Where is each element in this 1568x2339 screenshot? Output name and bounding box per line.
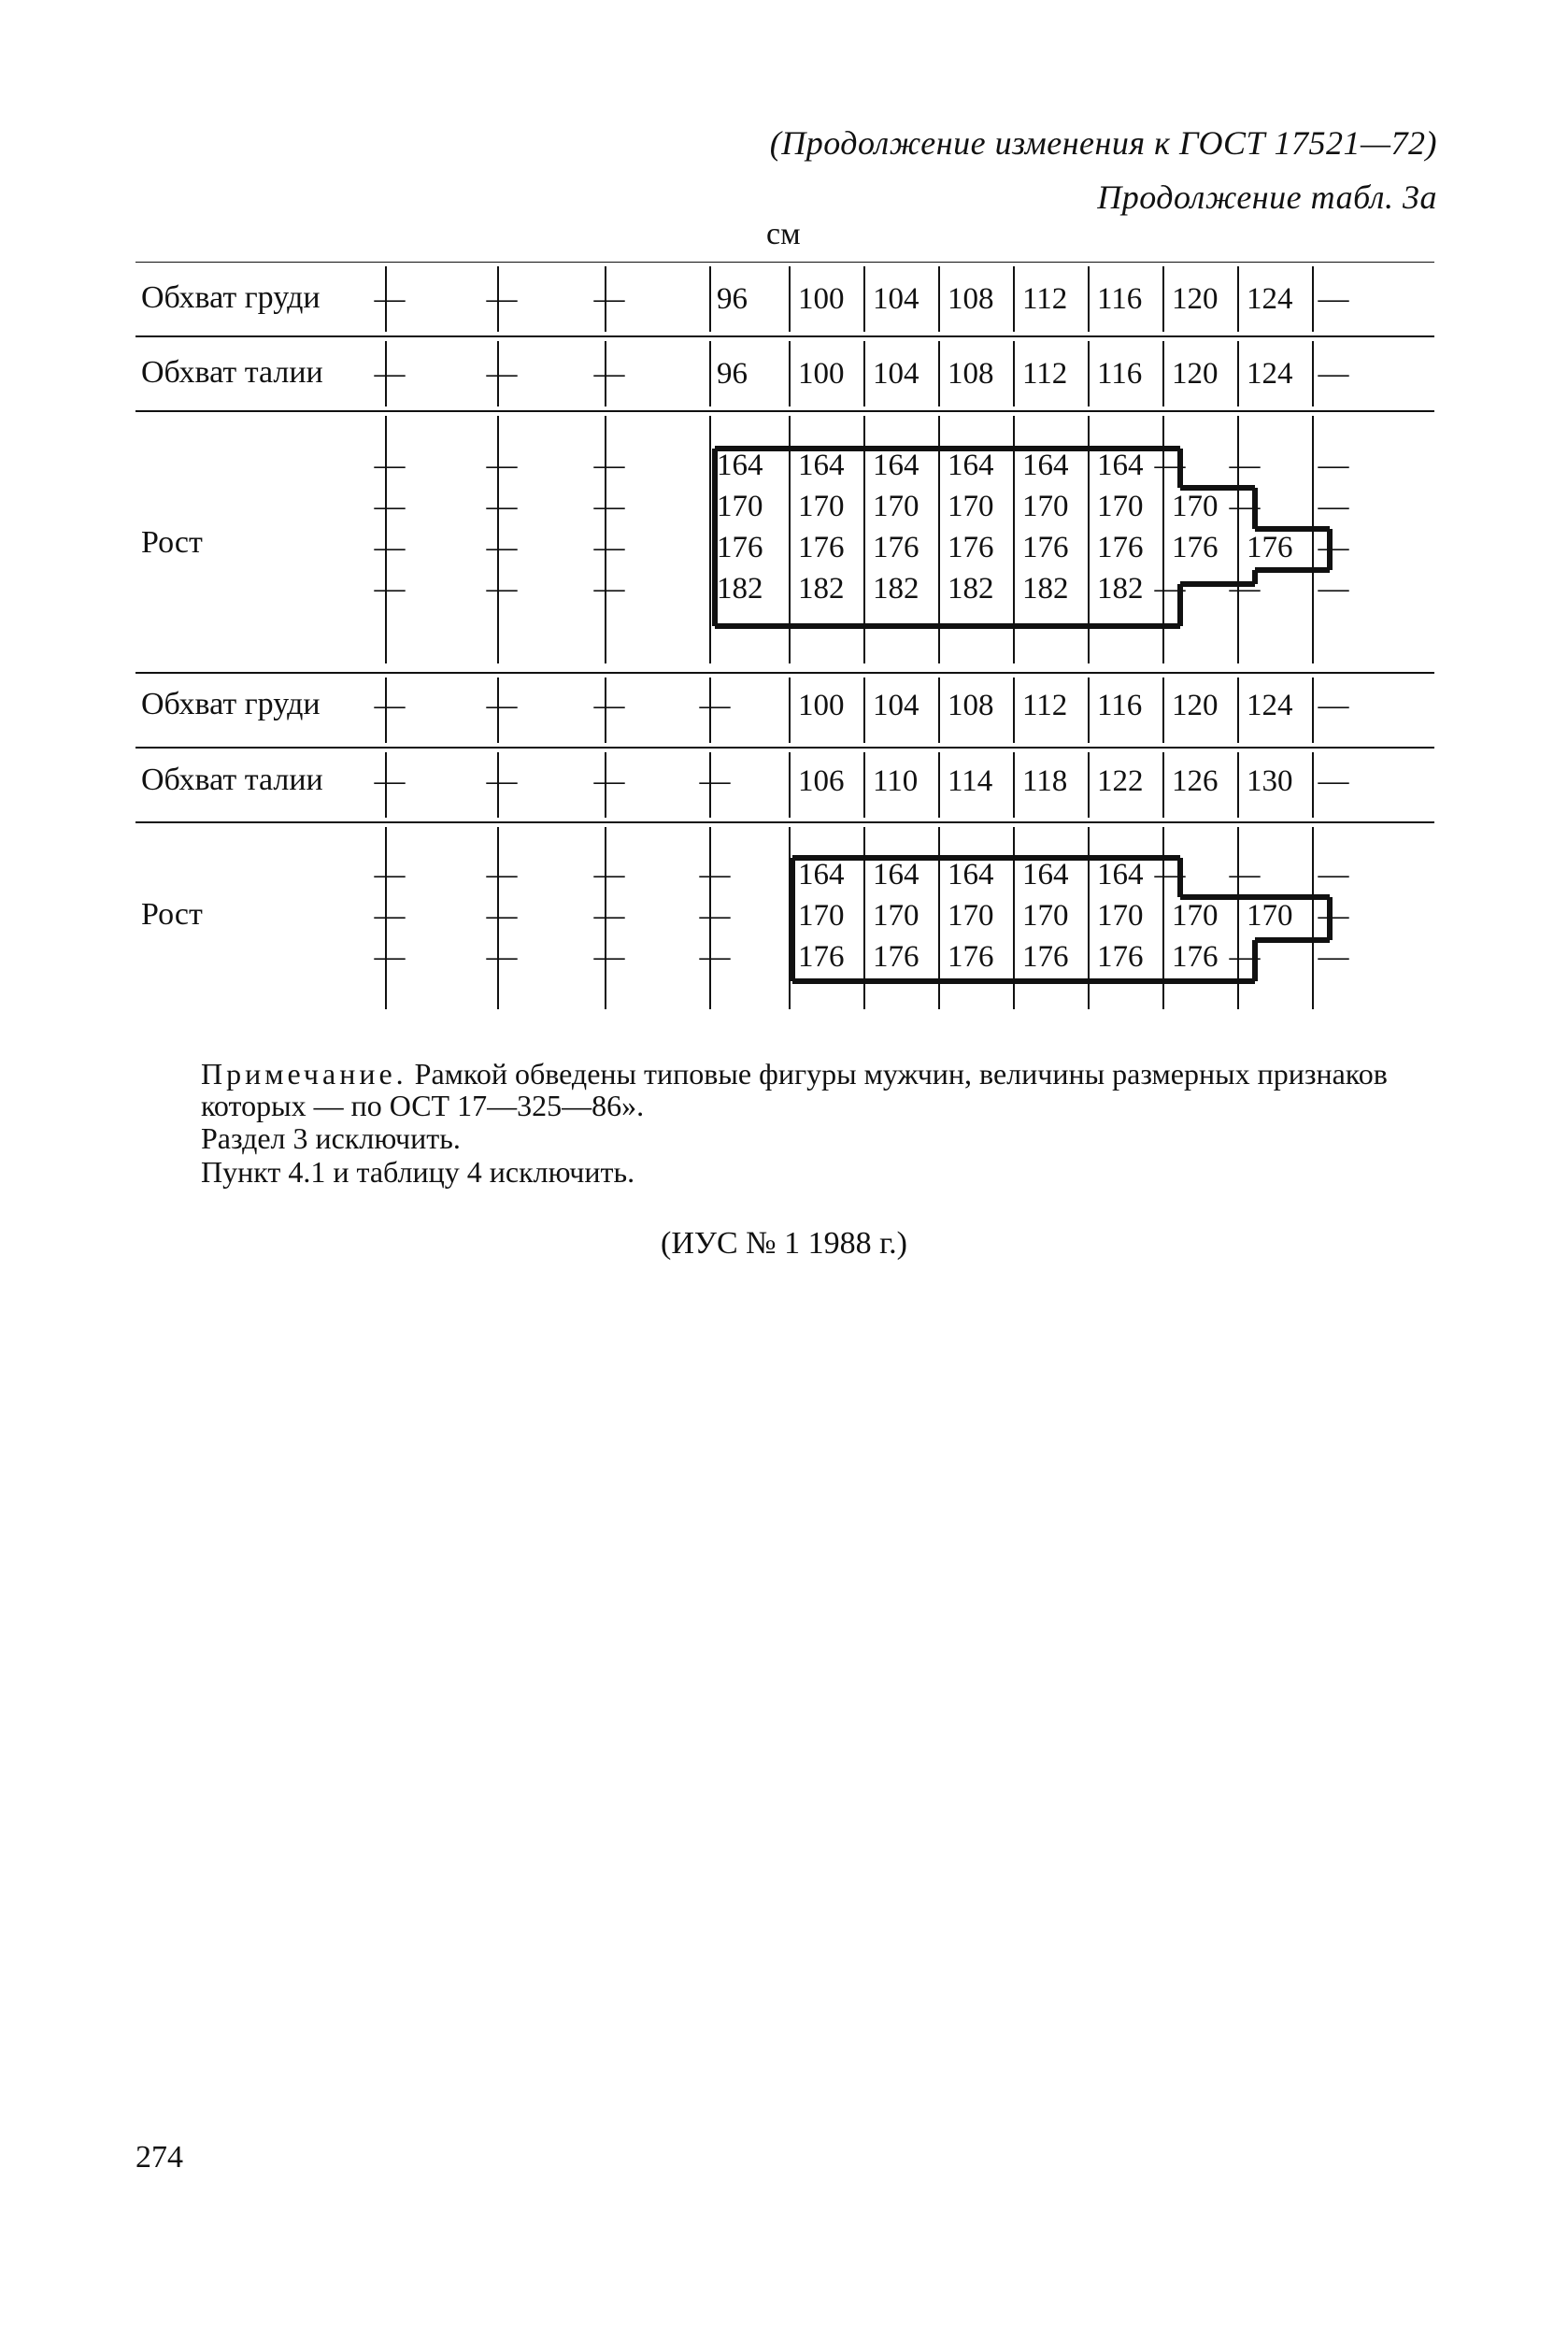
chest-label: Обхват груди: [141, 280, 321, 315]
height-value: 182: [948, 572, 994, 606]
height-label: Рост: [141, 525, 203, 560]
chest-value: 120: [1172, 282, 1219, 316]
chest-value: —: [699, 689, 731, 722]
height-value: —: [374, 899, 406, 933]
chest-value: 104: [873, 282, 919, 316]
height-value: —: [1154, 449, 1186, 482]
waist-value: —: [374, 357, 406, 391]
height-value: 170: [1097, 490, 1144, 523]
height-value: 182: [798, 572, 845, 606]
waist-value: —: [593, 357, 625, 391]
chest-value: 124: [1247, 282, 1293, 316]
waist-value: —: [486, 357, 518, 391]
height-value: —: [374, 490, 406, 523]
waist-label: Обхват талии: [141, 355, 323, 390]
height-value: 170: [1172, 899, 1219, 933]
height-value: —: [1318, 572, 1349, 606]
height-value: —: [374, 531, 406, 564]
height-value: 170: [1022, 490, 1069, 523]
height-value: 176: [1022, 940, 1069, 974]
chest-value: 100: [798, 282, 845, 316]
chest-value: 116: [1097, 282, 1143, 316]
waist-value: 110: [873, 764, 919, 798]
chest-value: 124: [1247, 689, 1293, 722]
table-continuation-header: Продолжение табл. 3а: [1097, 178, 1437, 216]
waist-value: —: [1318, 764, 1349, 798]
height-value: 176: [798, 531, 845, 564]
height-value: —: [486, 531, 518, 564]
chest-value: 112: [1022, 282, 1068, 316]
waist-value: 114: [948, 764, 993, 798]
height-value: 176: [1022, 531, 1069, 564]
waist-value: 104: [873, 357, 919, 391]
height-value: 182: [717, 572, 763, 606]
height-value: —: [1318, 449, 1349, 482]
height-value: 176: [1097, 940, 1144, 974]
chest-value: —: [486, 689, 518, 722]
height-value: —: [486, 572, 518, 606]
waist-value: —: [374, 764, 406, 798]
height-value: —: [593, 531, 625, 564]
waist-value: —: [699, 764, 731, 798]
height-value: 176: [1247, 531, 1293, 564]
height-value: —: [486, 899, 518, 933]
height-value: —: [1318, 899, 1349, 933]
height-value: —: [374, 858, 406, 891]
height-value: 176: [1172, 531, 1219, 564]
height-value: 182: [873, 572, 919, 606]
height-value: —: [593, 449, 625, 482]
height-value: —: [699, 899, 731, 933]
waist-value: 112: [1022, 357, 1068, 391]
chest-value: 116: [1097, 689, 1143, 722]
height-value: 164: [1097, 449, 1144, 482]
height-value: —: [1318, 490, 1349, 523]
height-value: —: [1318, 858, 1349, 891]
height-value: 164: [1097, 858, 1144, 891]
chest-value: 100: [798, 689, 845, 722]
height-value: 170: [948, 899, 994, 933]
height-value: —: [486, 490, 518, 523]
height-value: —: [593, 490, 625, 523]
amendment-header: (Продолжение изменения к ГОСТ 17521—72): [769, 124, 1437, 162]
chest-value: —: [1318, 689, 1349, 722]
waist-value: 120: [1172, 357, 1219, 391]
height-value: —: [1229, 490, 1261, 523]
height-value: 176: [873, 531, 919, 564]
chest-value: 108: [948, 689, 994, 722]
height-value: 170: [873, 490, 919, 523]
height-value: —: [699, 940, 731, 974]
height-value: 164: [873, 449, 919, 482]
chest-value: —: [374, 282, 406, 316]
waist-label: Обхват талии: [141, 763, 323, 797]
height-value: —: [593, 899, 625, 933]
height-value: 164: [948, 449, 994, 482]
waist-value: 118: [1022, 764, 1068, 798]
height-value: 170: [873, 899, 919, 933]
waist-value: 100: [798, 357, 845, 391]
section3-line: Раздел 3 исключить.: [201, 1121, 461, 1155]
note-text: Рамкой обведены типовые фигуры мужчин, величины размерных признаков которых — по ОСТ 17—325—86».: [201, 1057, 1388, 1122]
waist-value: 106: [798, 764, 845, 798]
height-value: —: [374, 940, 406, 974]
height-value: —: [486, 858, 518, 891]
height-value: 164: [1022, 449, 1069, 482]
waist-value: 126: [1172, 764, 1219, 798]
height-value: 176: [798, 940, 845, 974]
height-value: —: [1229, 858, 1261, 891]
height-value: 170: [1172, 490, 1219, 523]
height-value: 182: [1022, 572, 1069, 606]
unit-label: см: [766, 217, 801, 251]
height-value: 164: [873, 858, 919, 891]
height-value: —: [699, 858, 731, 891]
chest-value: 120: [1172, 689, 1219, 722]
height-value: 176: [948, 940, 994, 974]
height-value: 170: [798, 490, 845, 523]
page-number: 274: [135, 2140, 183, 2175]
height-value: —: [1229, 449, 1261, 482]
height-value: 164: [1022, 858, 1069, 891]
chest-value: —: [374, 689, 406, 722]
height-value: 176: [948, 531, 994, 564]
height-value: 164: [717, 449, 763, 482]
waist-value: —: [593, 764, 625, 798]
point41-line: Пункт 4.1 и таблицу 4 исключить.: [201, 1155, 635, 1189]
waist-value: 116: [1097, 357, 1143, 391]
height-value: 182: [1097, 572, 1144, 606]
height-value: 164: [948, 858, 994, 891]
height-value: —: [1318, 531, 1349, 564]
chest-value: —: [1318, 282, 1349, 316]
height-value: 170: [948, 490, 994, 523]
chest-value: 112: [1022, 689, 1068, 722]
waist-value: 124: [1247, 357, 1293, 391]
height-value: —: [1154, 858, 1186, 891]
height-value: —: [1229, 940, 1261, 974]
ius-reference: (ИУС № 1 1988 г.): [661, 1226, 907, 1261]
note-label: Примечание.: [201, 1057, 407, 1091]
height-value: 170: [798, 899, 845, 933]
height-value: 170: [1097, 899, 1144, 933]
waist-value: 122: [1097, 764, 1144, 798]
waist-value: —: [1318, 357, 1349, 391]
height-value: 170: [717, 490, 763, 523]
height-value: 176: [717, 531, 763, 564]
waist-value: —: [486, 764, 518, 798]
chest-label: Обхват груди: [141, 687, 321, 721]
height-value: 176: [1097, 531, 1144, 564]
size-table: [135, 262, 1434, 1019]
height-value: —: [1229, 572, 1261, 606]
height-value: —: [593, 940, 625, 974]
waist-value: 108: [948, 357, 994, 391]
height-value: —: [593, 858, 625, 891]
height-value: —: [1318, 940, 1349, 974]
height-value: 170: [1247, 899, 1293, 933]
chest-value: —: [486, 282, 518, 316]
waist-value: 130: [1247, 764, 1293, 798]
height-value: —: [1154, 572, 1186, 606]
note-paragraph: [135, 1058, 1434, 1121]
chest-value: 104: [873, 689, 919, 722]
chest-value: 96: [717, 282, 748, 316]
height-value: 170: [1022, 899, 1069, 933]
chest-value: 108: [948, 282, 994, 316]
height-value: —: [593, 572, 625, 606]
height-value: 176: [1172, 940, 1219, 974]
height-value: —: [374, 449, 406, 482]
waist-value: 96: [717, 357, 748, 391]
height-value: 176: [873, 940, 919, 974]
chest-value: —: [593, 689, 625, 722]
height-value: —: [374, 572, 406, 606]
height-label: Рост: [141, 897, 203, 932]
chest-value: —: [593, 282, 625, 316]
height-value: 164: [798, 858, 845, 891]
height-value: 164: [798, 449, 845, 482]
height-value: —: [486, 449, 518, 482]
height-value: —: [486, 940, 518, 974]
